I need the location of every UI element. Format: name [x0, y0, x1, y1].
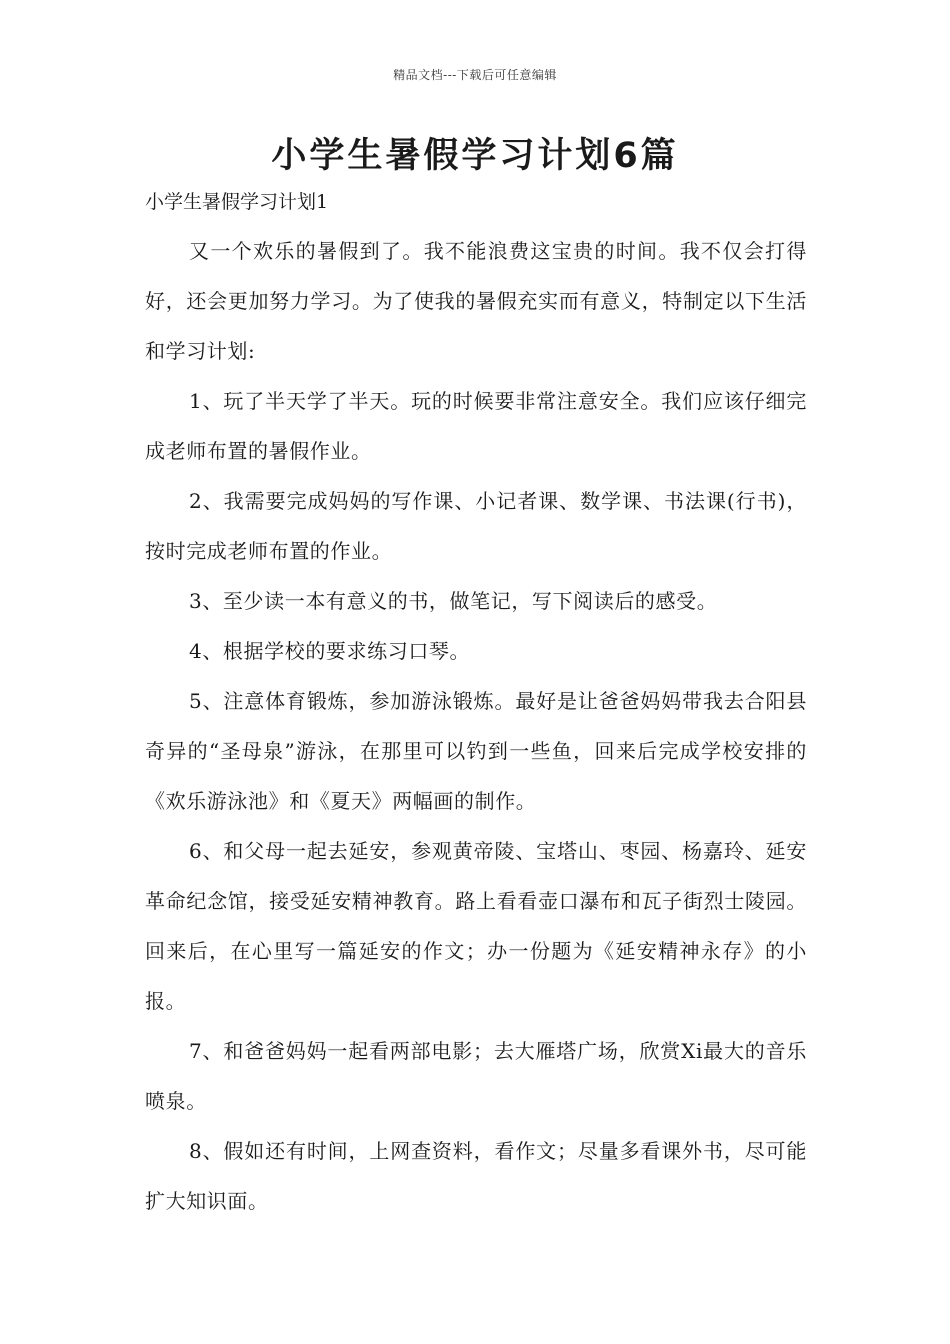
paragraph: 2、我需要完成妈妈的写作课、小记者课、数学课、书法课(行书)，按时完成老师布置的作业。 — [145, 489, 807, 563]
paragraph: 又一个欢乐的暑假到了。我不能浪费这宝贵的时间。我不仅会打得好，还会更加努力学习。为了使我的暑假充实而有意义，特制定以下生活和学习计划: — [145, 239, 807, 363]
document-title: 小学生暑假学习计划6篇 — [271, 136, 679, 176]
paragraph: 8、假如还有时间，上网查资料，看作文；尽量多看课外书，尽可能扩大知识面。 — [145, 1139, 807, 1213]
paragraph: 7、和爸爸妈妈一起看两部电影；去大雁塔广场，欣赏Xi最大的音乐喷泉。 — [145, 1039, 807, 1113]
paragraph: 5、注意体育锻炼，参加游泳锻炼。最好是让爸爸妈妈带我去合阳县奇异的“圣母泉”游泳，在那里可以钓到一些鱼，回来后完成学校安排的《欢乐游泳池》和《夏天》两幅画的制作。 — [145, 689, 807, 813]
paragraph: 3、至少读一本有意义的书，做笔记，写下阅读后的感受。 — [189, 589, 718, 613]
paragraph: 1、玩了半天学了半天。玩的时候要非常注意安全。我们应该仔细完成老师布置的暑假作业。 — [145, 389, 807, 463]
header-note: 精品文档---下载后可任意编辑 — [393, 68, 557, 82]
paragraph: 6、和父母一起去延安，参观黄帝陵、宝塔山、枣园、杨嘉玲、延安革命纪念馆，接受延安精神教育。路上看看壶口瀑布和瓦子街烈士陵园。回来后，在心里写一篇延安的作文；办一份题为《延安精神永存》的小报。 — [145, 839, 807, 1013]
section-heading: 小学生暑假学习计划1 — [145, 191, 329, 213]
paragraph: 4、根据学校的要求练习口琴。 — [189, 639, 471, 663]
body-text — [145, 226, 807, 1226]
